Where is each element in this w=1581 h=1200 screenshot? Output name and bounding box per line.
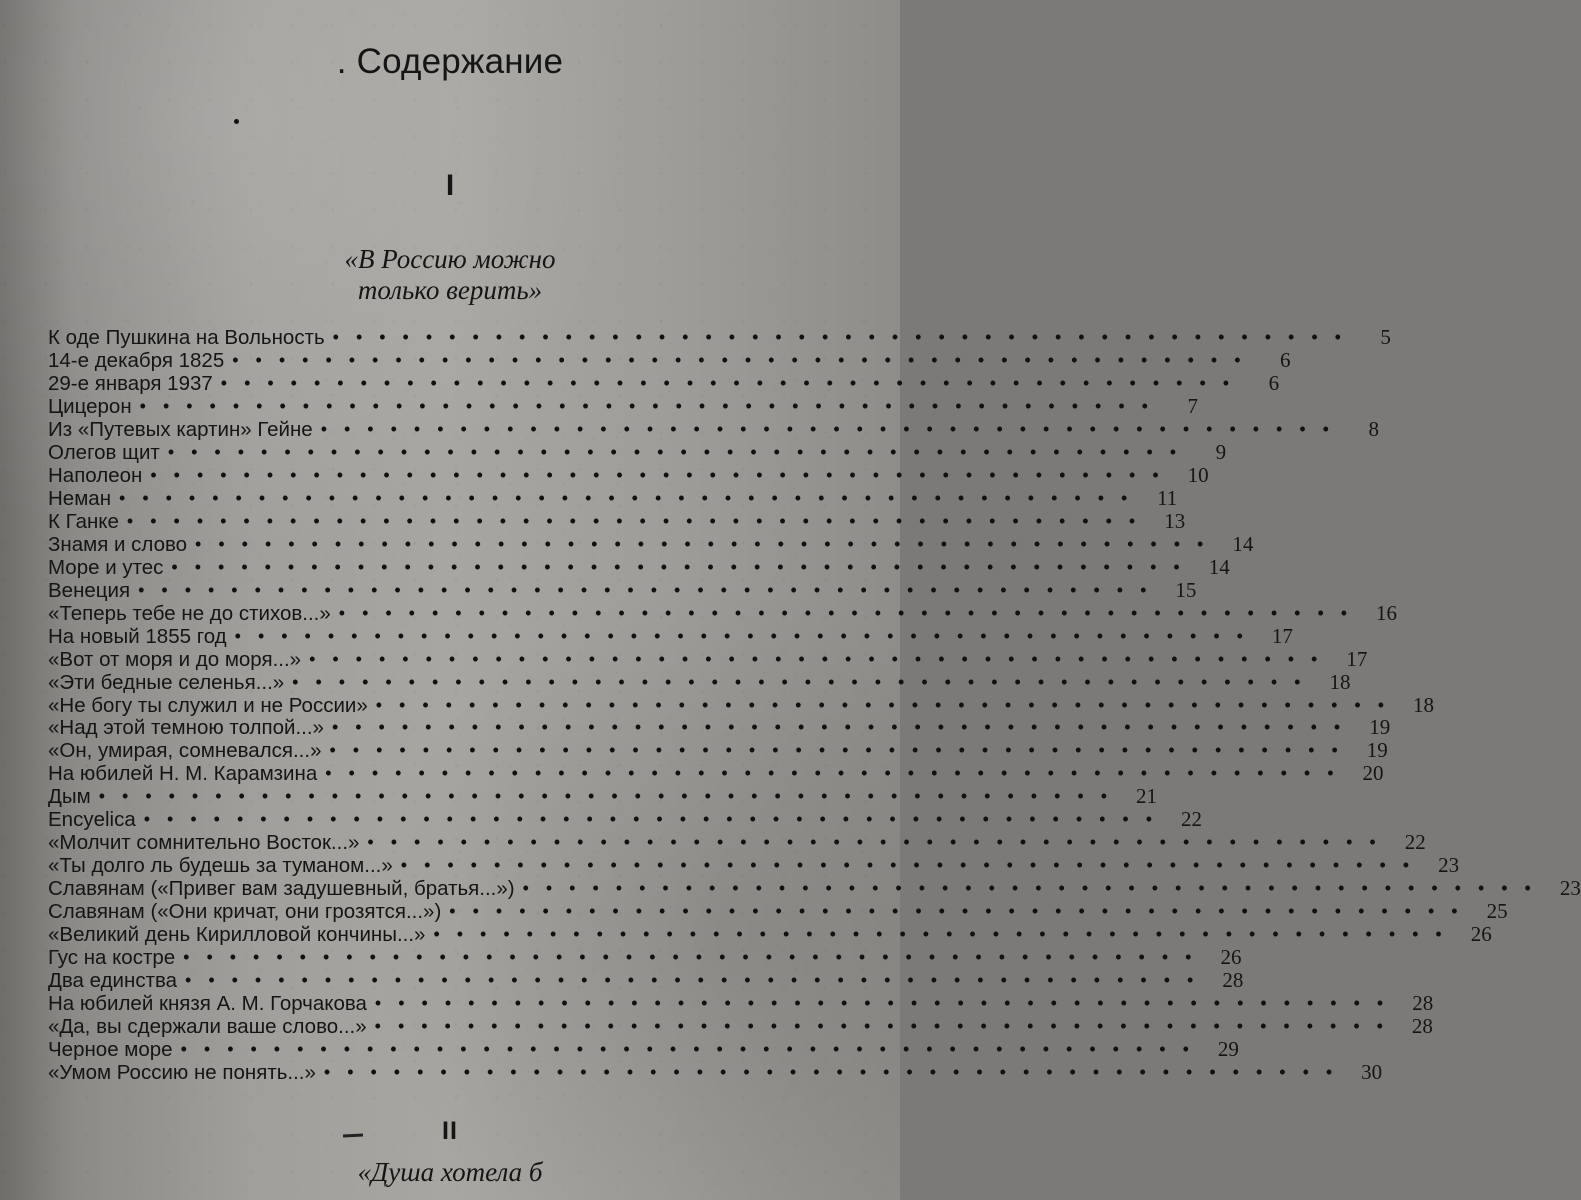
toc-page-number: 22 [1181, 807, 1203, 832]
toc-page-number: 26 [1470, 922, 1492, 947]
toc-row [48, 325, 1391, 349]
toc-page-number: 23 [1559, 876, 1581, 901]
toc-row [48, 669, 1351, 694]
toc-page-number: 22 [1404, 830, 1426, 855]
toc-entry-title: Из «Путевых картин» Гейне [48, 417, 313, 441]
toc-row [48, 1037, 1239, 1062]
section-one-title-line-1: «В Россию можно [344, 244, 556, 274]
section-one-title-line-2: только верить» [357, 275, 543, 305]
dot-leader: •••••••••••••••••••••••••••••••••••••••••••• [374, 993, 1401, 1014]
toc-page-number: 17 [1271, 623, 1293, 648]
toc-page-number: 21 [1136, 784, 1157, 809]
toc-entry-title: Славянам («Привег вам задушевный, братья...») [48, 877, 515, 901]
toc-row [48, 347, 1291, 372]
toc-page-number: 18 [1329, 669, 1351, 694]
dot-leader: •••••••••••••••••••••••••••••••••••••••••••• [329, 740, 1355, 761]
toc-row [48, 623, 1293, 648]
toc-row [48, 370, 1280, 395]
toc-row [48, 462, 1209, 487]
toc-page-number: 9 [1215, 439, 1227, 464]
dot-leader: •••••••••••••••••••••••••••••••••••••••••••• [338, 602, 1365, 623]
toc-row [48, 485, 1178, 510]
toc-entry-title: Наполеон [48, 463, 143, 487]
toc-entry-title: Олегов щит [48, 440, 160, 464]
toc-entry-title: На юбилей князя А. М. Горчакова [48, 992, 367, 1016]
toc-page-number: 17 [1346, 646, 1368, 671]
toc-row [48, 416, 1379, 441]
toc-page-number: 6 [1268, 370, 1280, 395]
toc-entry-title: Два единства [48, 969, 178, 993]
toc-row [48, 692, 1435, 717]
toc-page-number: 28 [1412, 991, 1434, 1016]
toc-page-number: 20 [1362, 761, 1384, 786]
table-of-contents [48, 325, 1581, 1084]
toc-page-number: 15 [1175, 577, 1197, 602]
toc-page-number: 6 [1280, 347, 1291, 372]
toc-entry-title: «Великий день Кирилловой кончины...» [48, 923, 426, 947]
toc-page-number: 11 [1157, 485, 1178, 510]
toc-page-number: 10 [1187, 462, 1209, 487]
dot-leader: •••••••••••••••••••••••••••••••••••••••••••• [400, 855, 1427, 876]
toc-entry-title: К Ганке [48, 509, 119, 533]
toc-row [48, 784, 1157, 809]
toc-entry-title: Черное море [48, 1038, 173, 1062]
section-one-title [0, 244, 900, 306]
toc-page-number: 19 [1366, 738, 1388, 763]
toc-page-number: 28 [1411, 1014, 1433, 1039]
toc-row [48, 968, 1244, 993]
contents-title: . Содержание [336, 42, 564, 81]
toc-row [48, 853, 1460, 878]
toc-row [48, 646, 1368, 671]
toc-entry-title: «Умом Россию не понять...» [48, 1061, 316, 1084]
section-one-number: I [445, 169, 455, 202]
toc-page-number: 30 [1361, 1060, 1383, 1084]
toc-row [48, 761, 1384, 786]
print-speck [234, 119, 239, 124]
dot-leader: •••••••••••••••••••••••••••••••••••••••••••• [375, 694, 1402, 715]
section-two-number: II [442, 1117, 458, 1145]
toc-entry-title: Славянам («Они кричат, они грозятся...») [48, 900, 442, 924]
toc-page-number: 13 [1164, 508, 1186, 533]
toc-row [48, 439, 1227, 464]
dot-leader: •••••••••••••••••••••••••••••••••••••••••••• [449, 901, 1475, 922]
toc-entry-title: «Теперь тебе не до стихов...» [48, 601, 331, 625]
dot-leader: •••••••••••••••••••••••••••••••••••••••••••• [367, 832, 1393, 853]
dot-leader: •••••••••••••••••••••••••••••••••••••••••••• [98, 786, 1124, 807]
dot-leader: •••••••••••••••••••••••••••••••••••••••••••• [143, 809, 1170, 830]
toc-row [48, 922, 1492, 947]
toc-entry-title: «Над этой темною толпой...» [48, 716, 324, 740]
dot-leader: •••••••••••••••••••••••••••••••••••••••••••• [180, 1039, 1206, 1060]
dot-leader: •••••••••••••••••••••••••••••••••••••••••••• [320, 418, 1346, 439]
toc-row [48, 830, 1426, 855]
dot-leader: •••••••••••••••••••••••••••••••••••••••••••• [309, 648, 1335, 669]
toc-entry-title: Дым [48, 785, 91, 809]
toc-row [48, 554, 1230, 579]
toc-entry-title: 14-е декабря 1825 [48, 348, 225, 372]
toc-row [48, 991, 1434, 1016]
dot-leader: •••••••••••••••••••••••••••••••••••••••••••• [126, 510, 1153, 531]
dot-leader: •••••••••••••••••••••••••••••••••••••••••••• [139, 395, 1165, 416]
dot-leader: •••••••••••••••••••••••••••••••••••••••••••• [185, 970, 1211, 991]
toc-page-number: 14 [1232, 531, 1254, 556]
toc-entry-title: К оде Пушкина на Вольность [48, 326, 325, 349]
dot-leader: •••••••••••••••••••••••••••••••••••••••••••• [325, 763, 1351, 784]
dot-leader: •••••••••••••••••••••••••••••••••••••••••••• [323, 1062, 1350, 1082]
dot-leader: •••••••••••••••••••••••••••••••••••••••••••• [232, 349, 1258, 370]
toc-row [48, 715, 1391, 740]
toc-entry-title: «Ты долго ль будешь за туманом...» [48, 854, 393, 878]
toc-page-number: 14 [1208, 554, 1230, 579]
toc-row [48, 508, 1186, 533]
toc-page-number: 23 [1438, 853, 1460, 878]
dot-leader: •••••••••••••••••••••••••••••••••••••••••••• [220, 372, 1247, 393]
section-two-title [0, 1157, 900, 1188]
toc-entry-title: Венеция [48, 578, 131, 602]
dot-leader: •••••••••••••••••••••••••••••••••••••••••••• [167, 441, 1194, 462]
toc-row [48, 531, 1254, 556]
toc-entry-title: Encyelica [48, 808, 136, 832]
toc-entry-title: Знамя и слово [48, 532, 188, 556]
toc-entry-title: Неман [48, 486, 112, 510]
toc-page-number: 28 [1222, 968, 1244, 993]
section-two-title-line-1: «Душа хотела б [357, 1157, 543, 1187]
toc-page-number: 7 [1187, 393, 1198, 418]
toc-entry-title: Цицерон [48, 394, 132, 418]
toc-row [48, 876, 1581, 901]
dot-leader: •••••••••••••••••••••••••••••••••••••••••••• [292, 671, 1318, 692]
toc-entry-title: На новый 1855 год [48, 624, 227, 648]
toc-entry-title: «Не богу ты служил и не России» [48, 693, 368, 717]
toc-row [48, 1060, 1383, 1084]
toc-entry-title: На юбилей Н. М. Карамзина [48, 762, 318, 786]
toc-page-number: 18 [1413, 692, 1435, 717]
toc-entry-title: «Эти бедные селенья...» [48, 670, 285, 694]
dot-leader: •••••••••••••••••••••••••••••••••••••••••••• [183, 947, 1209, 968]
toc-entry-title: 29-е января 1937 [48, 371, 213, 395]
toc-row [48, 600, 1398, 625]
dot-leader: •••••••••••••••••••••••••••••••••••••••••••• [331, 717, 1358, 738]
dot-leader: •••••••••••••••••••••••••••••••••••••••••••• [119, 487, 1145, 508]
dot-leader: •••••••••••••••••••••••••••••••••••••••••••• [234, 625, 1260, 646]
dot-leader: •••••••••••••••••••••••••••••••••••••••••••• [195, 533, 1221, 554]
dot-leader: •••••••••••••••••••••••••••••••••••••••••••• [171, 556, 1197, 577]
toc-entry-title: «Да, вы сдержали ваше слово...» [48, 1015, 367, 1039]
toc-page-number: 25 [1486, 899, 1508, 924]
dot-leader: •••••••••••••••••••••••••••••••••••••••••••• [332, 327, 1358, 347]
toc-page-number: 8 [1368, 416, 1379, 441]
toc-entry-title: Море и утес [48, 555, 164, 579]
toc-page-number: 19 [1369, 715, 1391, 740]
toc-row [48, 577, 1197, 602]
dot-leader: •••••••••••••••••••••••••••••••••••••••••••• [374, 1016, 1400, 1037]
dot-leader: •••••••••••••••••••••••••••••••••••••••••••• [150, 464, 1176, 485]
toc-entry-title: Гус на костре [48, 946, 176, 970]
toc-row [48, 1014, 1433, 1039]
toc-entry-title: «Вот от моря и до моря...» [48, 647, 302, 671]
toc-row [48, 738, 1388, 763]
toc-row [48, 393, 1198, 418]
toc-page-number: 26 [1220, 945, 1242, 970]
toc-page-number: 5 [1380, 325, 1391, 349]
dot-leader: •••••••••••••••••••••••••••••••••••••••••••• [522, 878, 1548, 899]
toc-page-number: 16 [1376, 600, 1398, 625]
toc-entry-title: «Он, умирая, сомневался...» [48, 739, 322, 763]
toc-row [48, 945, 1242, 970]
dot-leader: •••••••••••••••••••••••••••••••••••••••••••• [433, 924, 1459, 945]
toc-page-number: 29 [1217, 1037, 1239, 1062]
toc-row [48, 899, 1508, 924]
dot-leader: •••••••••••••••••••••••••••••••••••••••••••• [138, 579, 1164, 600]
toc-row [48, 807, 1203, 832]
toc-entry-title: «Молчит сомнительно Восток...» [48, 831, 360, 855]
